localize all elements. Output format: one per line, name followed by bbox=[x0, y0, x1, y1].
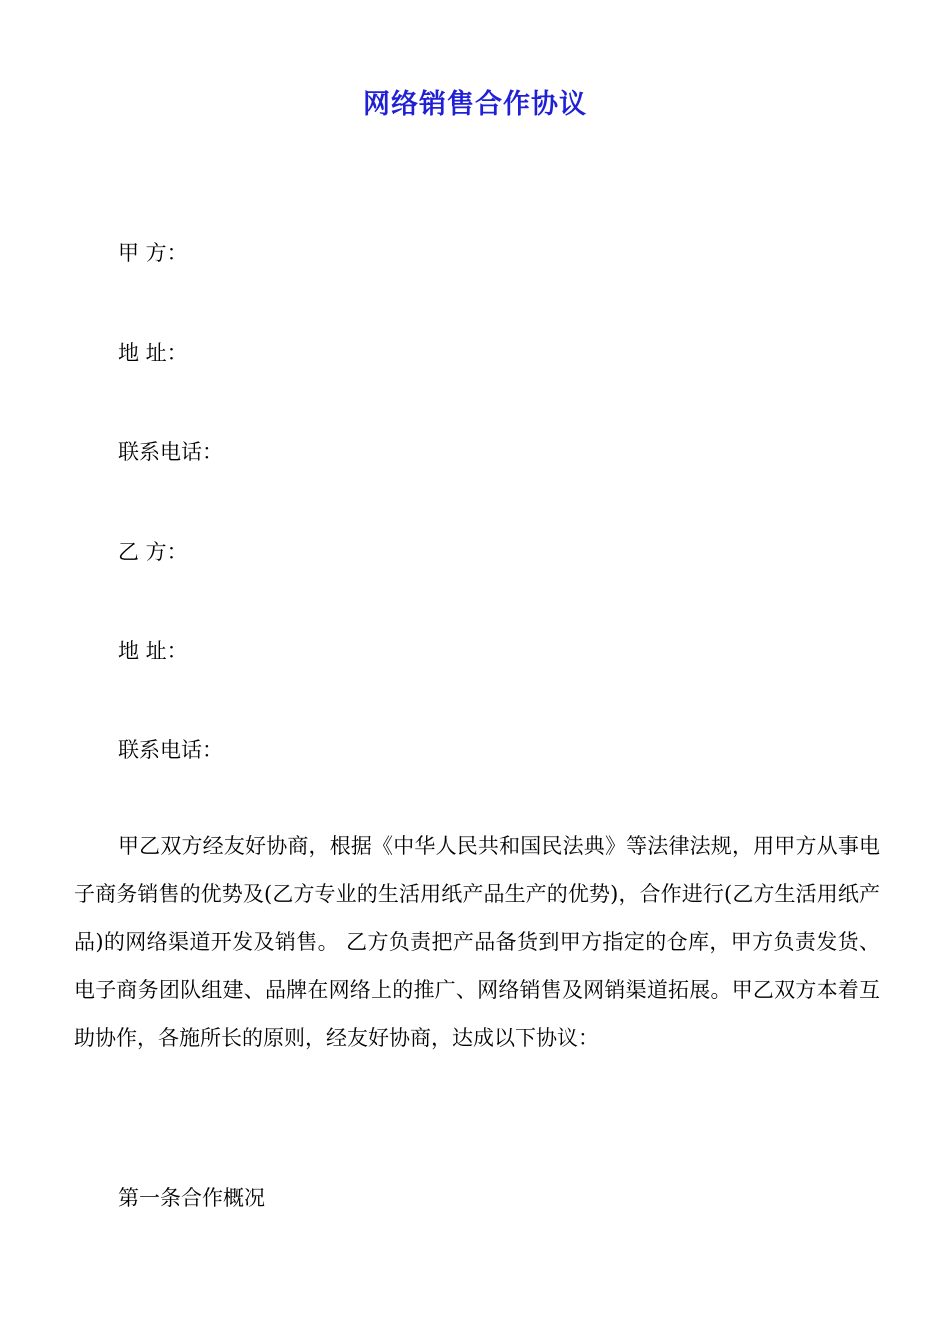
party-b-name-field: 乙 方： bbox=[118, 540, 188, 564]
section-heading: 第一条合作概况 bbox=[118, 1186, 265, 1210]
party-a-name-field: 甲 方： bbox=[118, 241, 188, 265]
party-b-address-field: 地 址： bbox=[118, 639, 188, 663]
party-a-address-field: 地 址： bbox=[118, 341, 188, 365]
document-title: 网络销售合作协议 bbox=[363, 89, 587, 120]
party-b-phone-field: 联系电话： bbox=[118, 738, 223, 762]
party-a-phone-field: 联系电话： bbox=[118, 440, 223, 464]
intro-paragraph: 甲乙双方经友好协商，根据《中华人民共和国民法典》等法律法规，用甲方从事电子商务销售的优势及(乙方专业的生活用纸产品生产的优势)，合作进行(乙方生活用纸产品)的网络渠道开发及销售。 乙方负责把产品备货到甲方指定的仓库，甲方负责发货、电子商务团队组建、品牌在网络上的推广、网络销售及网销渠道拓展。甲乙双方本着互助协作，各施所长的原则，经友好协商，达成以下协议： bbox=[74, 834, 880, 1050]
